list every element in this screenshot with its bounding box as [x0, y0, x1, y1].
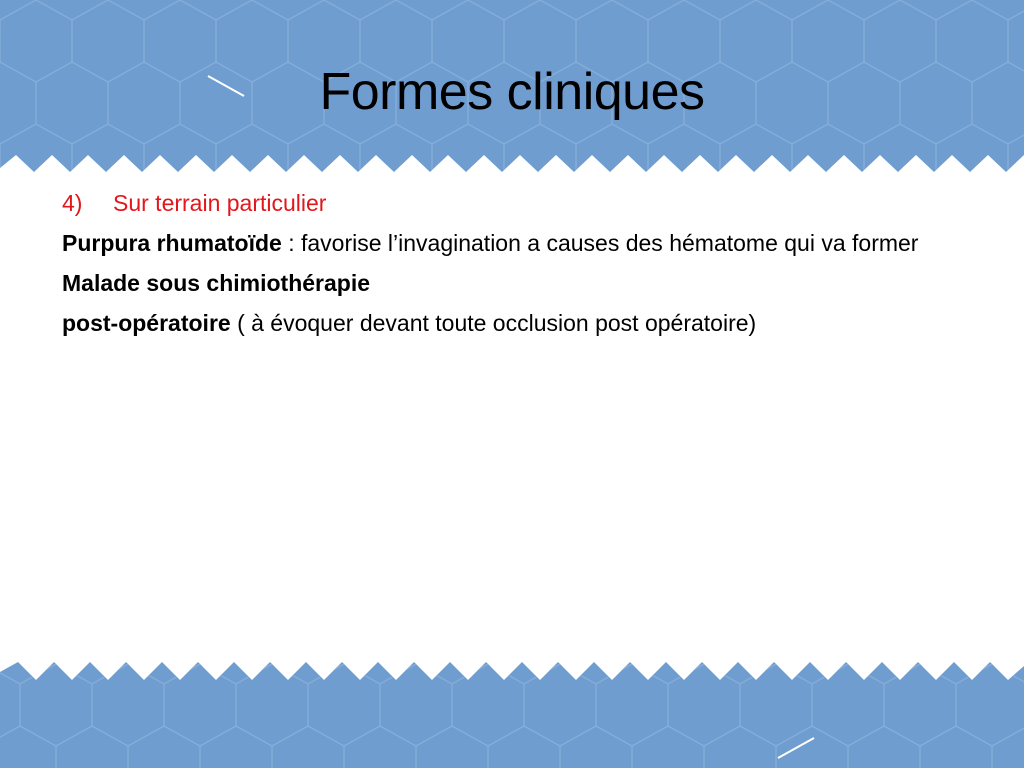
list-item: [62, 306, 962, 340]
item-term: Purpura rhumatoïde: [62, 230, 282, 256]
section-number: 4): [62, 190, 83, 216]
item-text: : favorise l’invagination a causes des hématome qui va former: [281, 230, 919, 256]
item-term: Malade sous chimiothérapie: [62, 270, 371, 296]
section-label: Sur terrain particulier: [113, 190, 327, 216]
list-item: [62, 226, 962, 260]
section-heading: [62, 186, 962, 220]
footer-hexagon-band: [0, 660, 1024, 768]
list-item: [62, 266, 962, 300]
slide-body: [62, 186, 962, 346]
item-term: post-opératoire: [62, 310, 231, 336]
item-text: ( à évoquer devant toute occlusion post opératoire): [230, 310, 757, 336]
slide-title: Formes cliniques: [319, 63, 705, 121]
